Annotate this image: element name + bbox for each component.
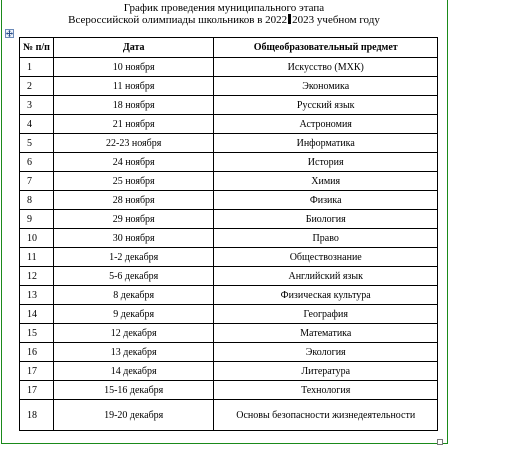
row-date: 10 ноября — [53, 58, 214, 77]
table-row — [20, 134, 438, 153]
row-subject: Химия — [214, 172, 438, 191]
header-subject: Общеобразовательный предмет — [214, 38, 438, 58]
table-row — [20, 229, 438, 248]
row-number: 9 — [20, 210, 54, 229]
row-subject: Английский язык — [214, 267, 438, 286]
row-subject: Литература — [214, 362, 438, 381]
title-line-2-start: Всероссийской олимпиады школьников в 2022 — [68, 14, 288, 26]
row-number: 8 — [20, 191, 54, 210]
document-title — [0, 2, 448, 26]
table-row — [20, 77, 438, 96]
row-number: 5 — [20, 134, 54, 153]
table-row — [20, 210, 438, 229]
row-date: 5-6 декабря — [53, 267, 214, 286]
table-row — [20, 286, 438, 305]
title-line-1: График проведения муниципального этапа — [123, 2, 325, 14]
row-number: 7 — [20, 172, 54, 191]
table-row — [20, 153, 438, 172]
row-date: 22-23 ноября — [53, 134, 214, 153]
row-number: 13 — [20, 286, 54, 305]
row-date: 9 декабря — [53, 305, 214, 324]
row-subject: Обществознание — [214, 248, 438, 267]
title-line-2-end: 2023 учебном году — [292, 14, 380, 26]
row-number: 11 — [20, 248, 54, 267]
row-number: 10 — [20, 229, 54, 248]
row-date: 29 ноября — [53, 210, 214, 229]
row-subject: Физическая культура — [214, 286, 438, 305]
row-date: 14 декабря — [53, 362, 214, 381]
row-number: 1 — [20, 58, 54, 77]
row-date: 30 ноября — [53, 229, 214, 248]
row-subject: Математика — [214, 324, 438, 343]
text-cursor — [288, 14, 291, 24]
table-move-icon[interactable] — [5, 29, 14, 38]
table-row — [20, 191, 438, 210]
table-resize-icon[interactable] — [437, 439, 443, 445]
row-subject: Право — [214, 229, 438, 248]
header-date: Дата — [53, 38, 214, 58]
row-number: 12 — [20, 267, 54, 286]
row-subject: Искусство (МХК) — [214, 58, 438, 77]
table-row — [20, 400, 438, 431]
row-date: 11 ноября — [53, 77, 214, 96]
table-row — [20, 172, 438, 191]
row-date: 8 декабря — [53, 286, 214, 305]
row-number: 14 — [20, 305, 54, 324]
row-subject: Основы безопасности жизнедеятельности — [214, 400, 438, 431]
table-row — [20, 267, 438, 286]
row-subject: Физика — [214, 191, 438, 210]
table-body — [20, 58, 438, 431]
table-row — [20, 381, 438, 400]
table-row — [20, 305, 438, 324]
row-subject: География — [214, 305, 438, 324]
title-line-2 — [0, 14, 448, 26]
row-subject: Экология — [214, 343, 438, 362]
table-row — [20, 343, 438, 362]
header-num: № п/п — [20, 38, 54, 58]
row-number: 15 — [20, 324, 54, 343]
row-number: 17 — [20, 381, 54, 400]
table-row — [20, 58, 438, 77]
row-date: 21 ноября — [53, 115, 214, 134]
row-number: 18 — [20, 400, 54, 431]
row-date: 24 ноября — [53, 153, 214, 172]
row-date: 12 декабря — [53, 324, 214, 343]
row-date: 15-16 декабря — [53, 381, 214, 400]
row-subject: Биология — [214, 210, 438, 229]
row-number: 16 — [20, 343, 54, 362]
row-date: 28 ноября — [53, 191, 214, 210]
row-number: 4 — [20, 115, 54, 134]
row-subject: История — [214, 153, 438, 172]
row-date: 1-2 декабря — [53, 248, 214, 267]
row-date: 13 декабря — [53, 343, 214, 362]
row-date: 25 ноября — [53, 172, 214, 191]
table-header-row — [20, 38, 438, 58]
table-row — [20, 115, 438, 134]
table-row — [20, 362, 438, 381]
row-subject: Астрономия — [214, 115, 438, 134]
row-date: 19-20 декабря — [53, 400, 214, 431]
row-number: 6 — [20, 153, 54, 172]
row-number: 17 — [20, 362, 54, 381]
row-subject: Экономика — [214, 77, 438, 96]
row-date: 18 ноября — [53, 96, 214, 115]
table-row — [20, 248, 438, 267]
row-subject: Русский язык — [214, 96, 438, 115]
olympiad-schedule-table — [19, 37, 438, 431]
row-subject: Технология — [214, 381, 438, 400]
table-row — [20, 96, 438, 115]
row-number: 3 — [20, 96, 54, 115]
row-subject: Информатика — [214, 134, 438, 153]
row-number: 2 — [20, 77, 54, 96]
four-arrows-icon — [6, 30, 13, 37]
table-row — [20, 324, 438, 343]
